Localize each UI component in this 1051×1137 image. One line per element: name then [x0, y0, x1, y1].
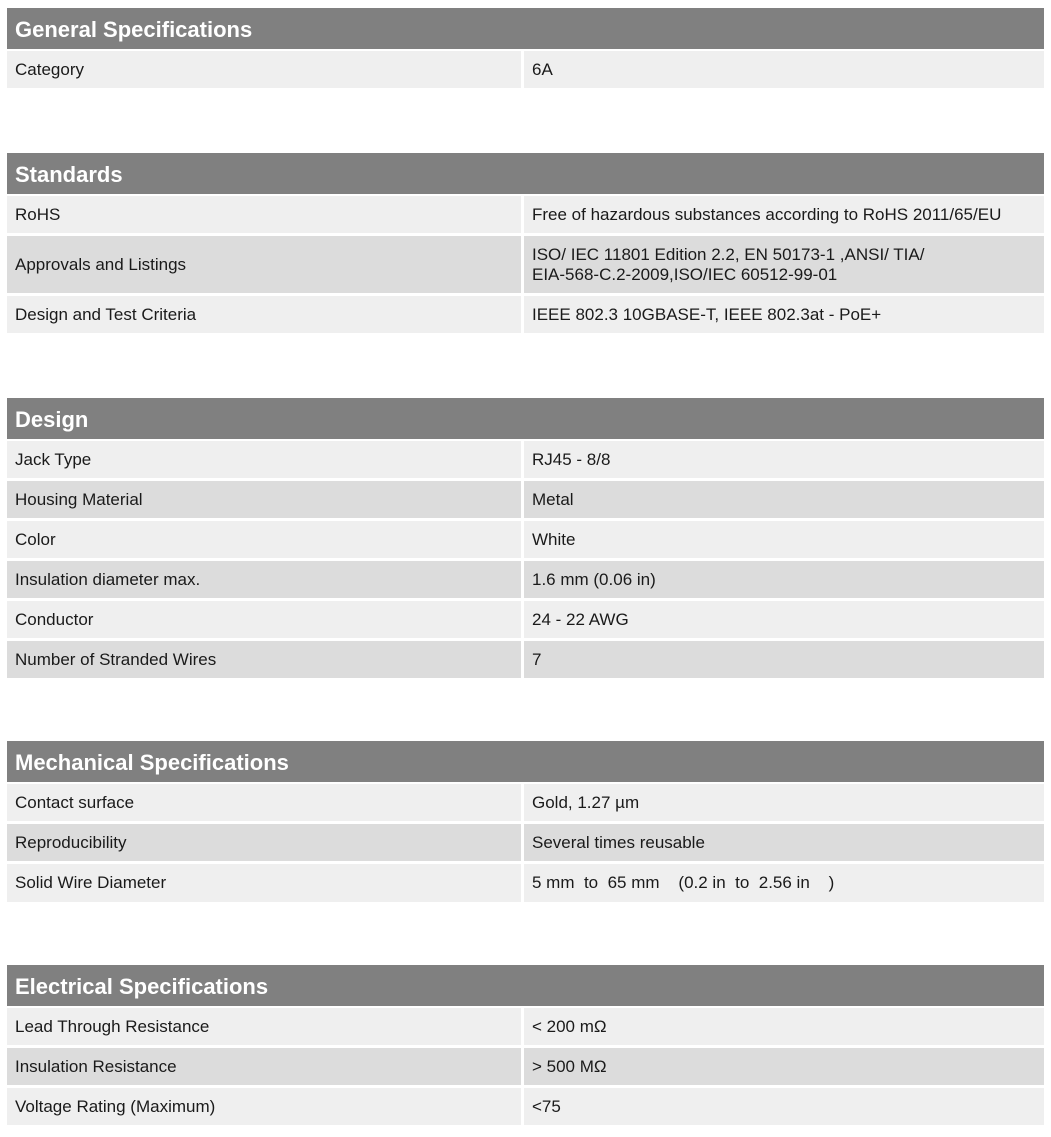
- spec-value: Metal: [532, 489, 574, 509]
- spec-value: Free of hazardous substances according to RoHS 2011/65/EU: [532, 204, 1002, 224]
- spec-value: > 500 MΩ: [532, 1056, 607, 1076]
- general-specifications-section: [7, 8, 1044, 88]
- design-section: [7, 398, 1044, 678]
- section-title: Electrical Specifications: [7, 965, 1044, 1008]
- table-row: [7, 601, 1044, 641]
- spec-value: ISO/ IEC 11801 Edition 2.2, EN 50173-1 ,ANSI/ TIA/ EIA-568-C.2-2009,ISO/IEC 60512-99-01: [532, 244, 925, 284]
- spec-label: Approvals and Listings: [7, 236, 524, 293]
- table-row: [7, 784, 1044, 824]
- section-title: Mechanical Specifications: [7, 741, 1044, 784]
- table-row: [7, 196, 1044, 236]
- spec-value: Gold, 1.27 µm: [532, 792, 640, 812]
- table-row: [7, 1048, 1044, 1088]
- spec-value: 1.6 mm (0.06 in): [532, 569, 656, 589]
- spec-value: White: [532, 529, 576, 549]
- spec-value: 5 mm to 65 mm (0.2 in to 2.56 in ): [532, 873, 835, 892]
- spec-value: RJ45 - 8/8: [532, 449, 611, 469]
- spec-value: Several times reusable: [532, 832, 705, 852]
- spec-label: RoHS: [7, 196, 524, 233]
- spec-label: Color: [7, 521, 524, 558]
- table-row: [7, 641, 1044, 678]
- spec-value: 7: [532, 649, 542, 669]
- spec-label: Jack Type: [7, 441, 524, 478]
- section-title: Design: [7, 398, 1044, 441]
- standards-section: [7, 153, 1044, 333]
- table-row: [7, 236, 1044, 296]
- table-row: [7, 1088, 1044, 1125]
- table-row: [7, 1008, 1044, 1048]
- spec-label: Insulation diameter max.: [7, 561, 524, 598]
- spec-label: Solid Wire Diameter: [7, 864, 524, 902]
- spec-label: Number of Stranded Wires: [7, 641, 524, 678]
- table-row: [7, 864, 1044, 902]
- spec-label: Contact surface: [7, 784, 524, 821]
- table-row: [7, 481, 1044, 521]
- section-title: General Specifications: [7, 8, 1044, 51]
- spec-value: < 200 mΩ: [532, 1016, 607, 1036]
- table-row: [7, 51, 1044, 88]
- spec-label: Insulation Resistance: [7, 1048, 524, 1085]
- mechanical-specifications-section: [7, 741, 1044, 902]
- spec-value: IEEE 802.3 10GBASE-T, IEEE 802.3at - PoE+: [532, 304, 882, 324]
- spec-label: Housing Material: [7, 481, 524, 518]
- spec-label: Reproducibility: [7, 824, 524, 861]
- spec-label: Conductor: [7, 601, 524, 638]
- table-row: [7, 521, 1044, 561]
- spec-label: Voltage Rating (Maximum): [7, 1088, 524, 1125]
- spec-value: 24 - 22 AWG: [532, 609, 629, 629]
- table-row: [7, 824, 1044, 864]
- spec-value: 6A: [532, 59, 553, 79]
- table-row: [7, 561, 1044, 601]
- spec-label: Lead Through Resistance: [7, 1008, 524, 1045]
- table-row: [7, 441, 1044, 481]
- table-row: [7, 296, 1044, 333]
- spec-label: Category: [7, 51, 524, 88]
- spec-value: <75: [532, 1096, 561, 1116]
- section-title: Standards: [7, 153, 1044, 196]
- spec-label: Design and Test Criteria: [7, 296, 524, 333]
- electrical-specifications-section: [7, 965, 1044, 1125]
